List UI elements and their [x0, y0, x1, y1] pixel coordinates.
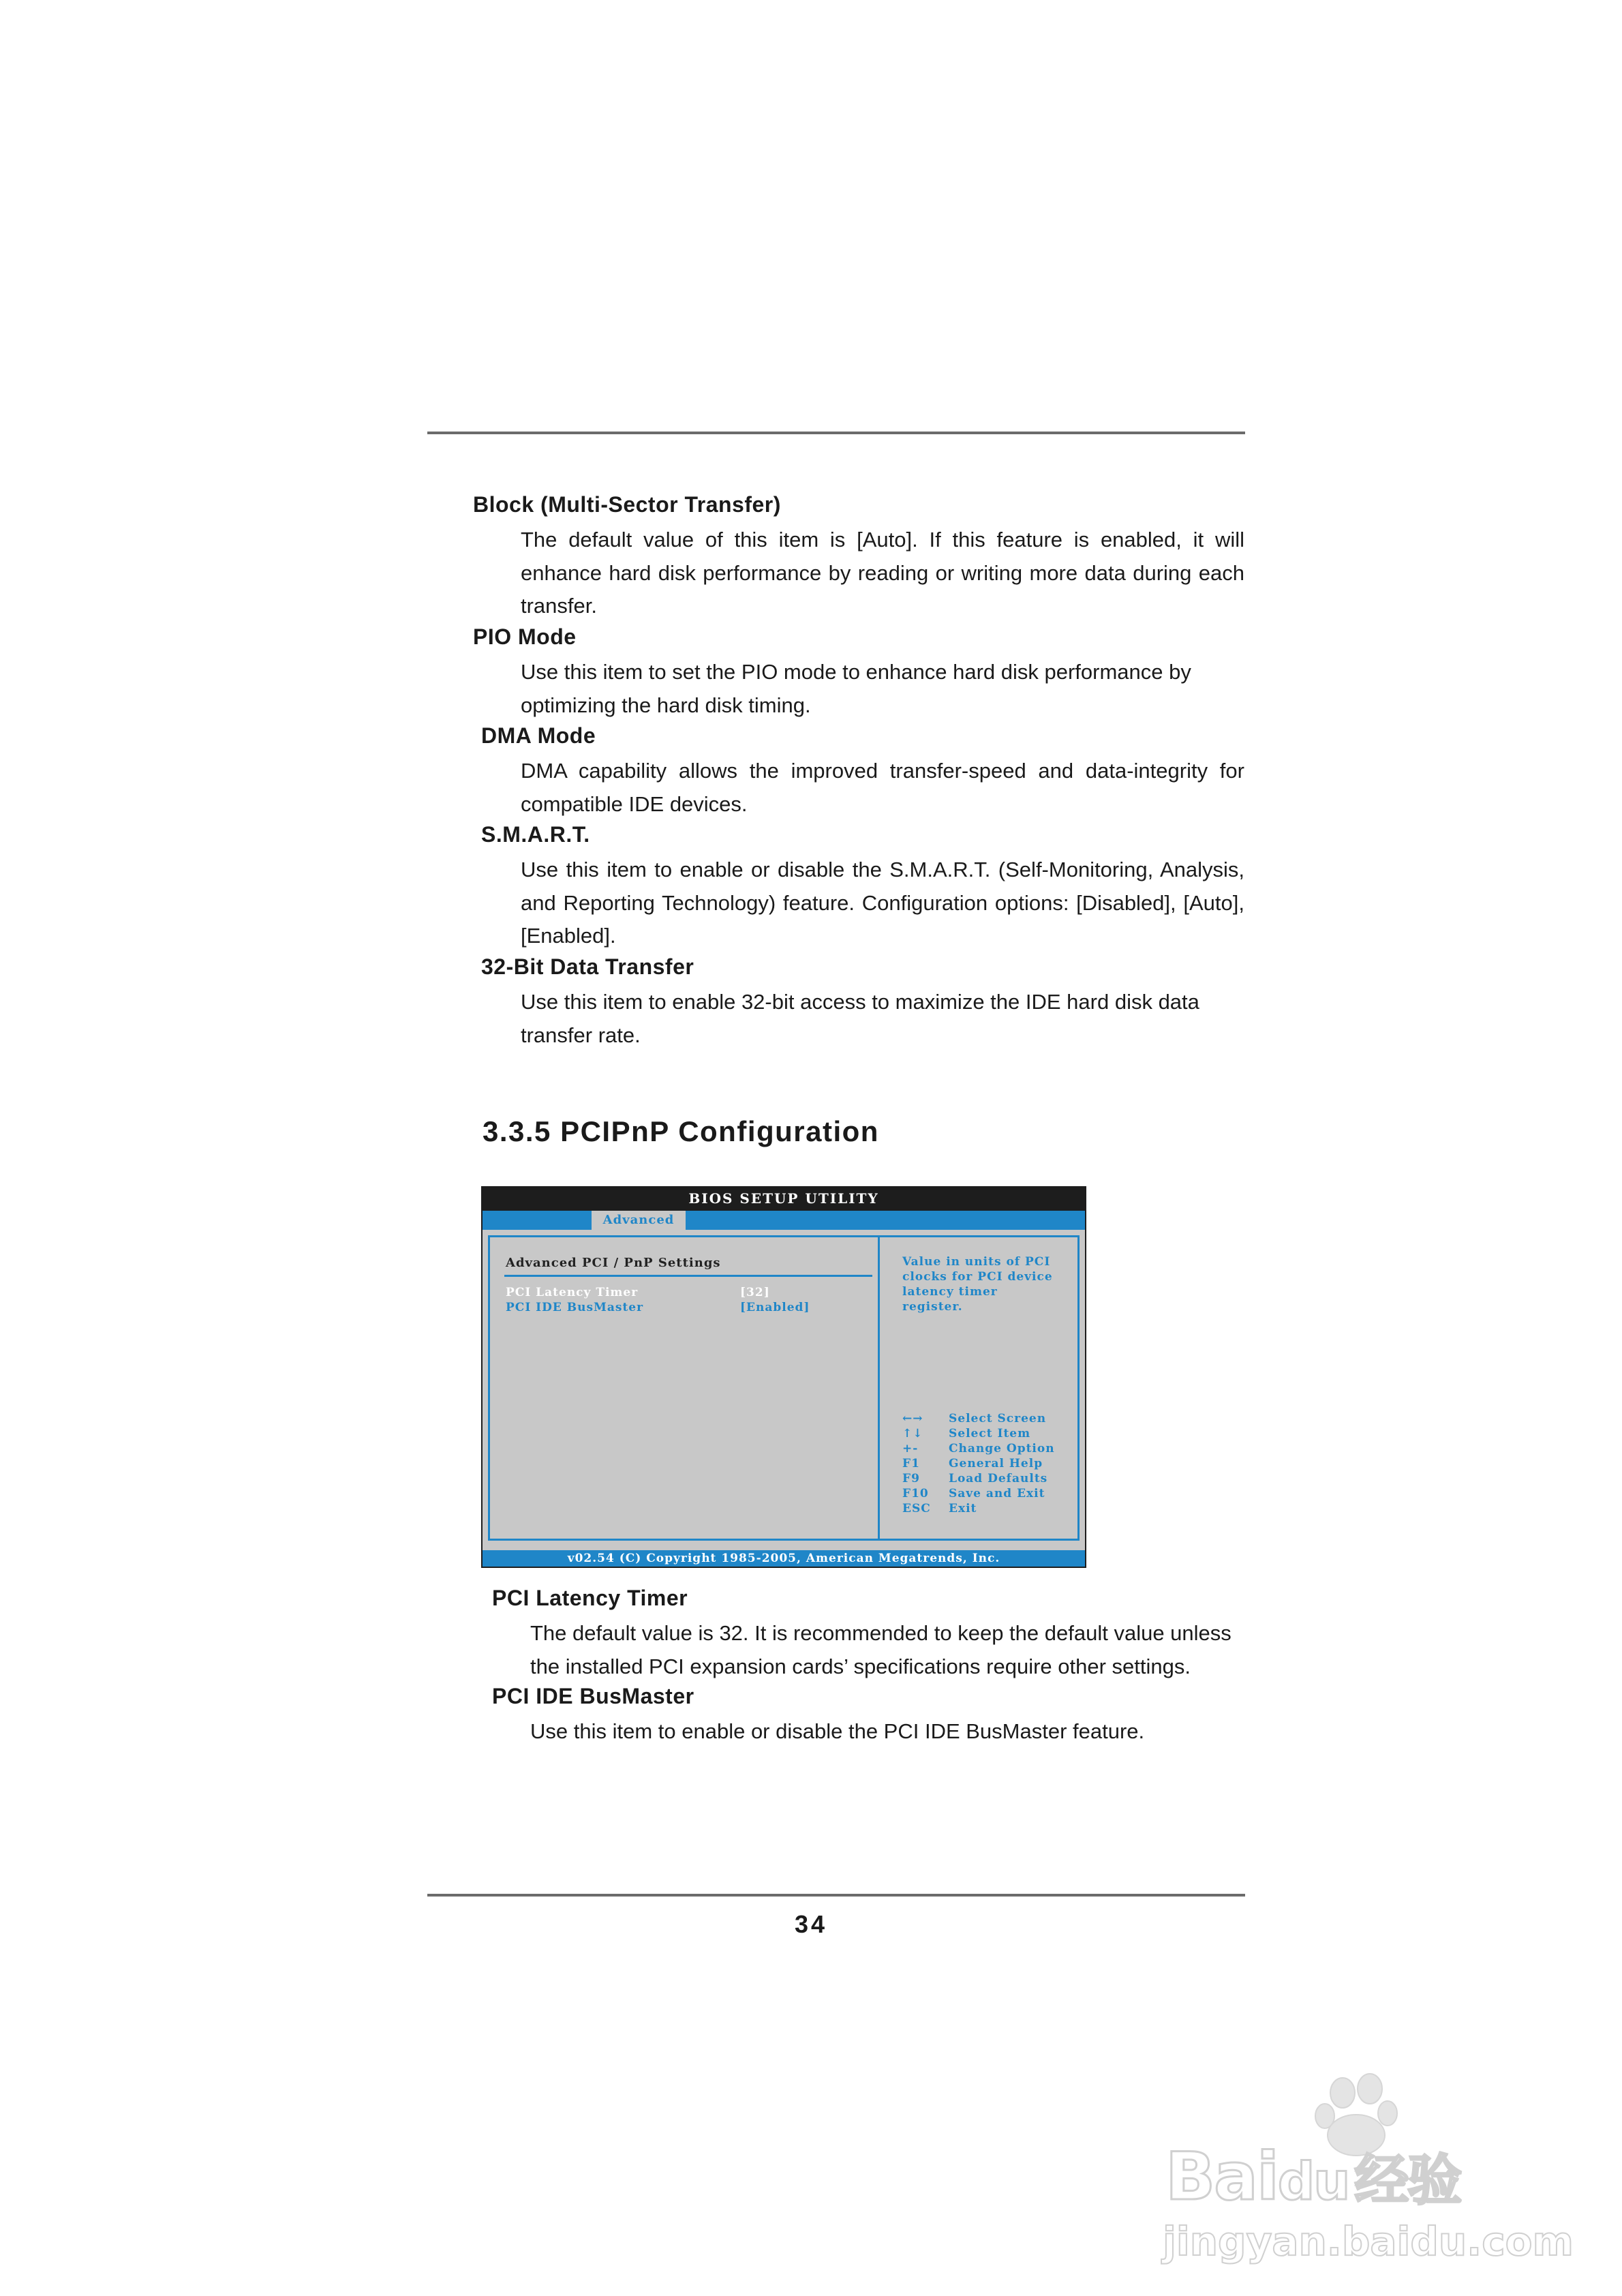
key-row [902, 1441, 1055, 1456]
para-pci-ide-busmaster: Use this item to enable or disable the PCI IDE BusMaster feature. [530, 1719, 1145, 1743]
bios-help-text [902, 1254, 1066, 1314]
bios-footer: v02.54 (C) Copyright 1985-2005, American Megatrends, Inc. [483, 1550, 1085, 1567]
key-row [902, 1426, 1055, 1441]
para-pci-latency-timer: The default value is 32. It is recommended to keep the default value unless the installed PCI expansion cards’ specifications require other settings. [530, 1621, 1231, 1678]
bios-item-value: [Enabled] [740, 1301, 810, 1314]
page-number: 34 [794, 1910, 828, 1938]
para-32bit-transfer: Use this item to enable 32-bit access to maximize the IDE hard disk data transfer rate. [521, 990, 1199, 1047]
key-action: Load Defaults [949, 1472, 1048, 1485]
bios-divider [878, 1235, 880, 1541]
bios-title-underline [504, 1275, 872, 1277]
help-line: clocks for PCI device [902, 1270, 1053, 1284]
help-line: Value in units of PCI [902, 1255, 1051, 1269]
key-action: Change Option [949, 1442, 1055, 1455]
key-f10: F10 [902, 1487, 929, 1500]
key-f1: F1 [902, 1457, 920, 1470]
bios-tab-advanced[interactable]: Advanced [592, 1211, 686, 1230]
bios-item-pci-ide-busmaster[interactable] [506, 1301, 810, 1314]
key-action: Select Screen [949, 1412, 1047, 1425]
bios-tab-bar [483, 1211, 1085, 1230]
key-row [902, 1456, 1055, 1471]
key-f9: F9 [902, 1472, 920, 1485]
heading-pci-latency-timer: PCI Latency Timer [492, 1586, 688, 1610]
baidu-watermark [1159, 2072, 1574, 2277]
bios-screenshot [481, 1186, 1086, 1568]
heading-pci-ide-busmaster: PCI IDE BusMaster [492, 1684, 694, 1708]
help-line: latency timer [902, 1285, 998, 1299]
para-smart: Use this item to enable or disable the S.M.A.R.T. (Self-Monitoring, Analysis, and Reporting Technology) feature. Configuration options: [Disabled], [Auto], [Enabled]. [521, 858, 1244, 948]
watermark-url: jingyan.baidu.com [1163, 2218, 1574, 2265]
bios-title: BIOS SETUP UTILITY [688, 1190, 879, 1207]
bios-item-label: PCI Latency Timer [506, 1286, 639, 1299]
para-pio-mode: Use this item to set the PIO mode to enhance hard disk performance by optimizing the hard disk timing. [521, 660, 1191, 717]
key-row [902, 1471, 1055, 1486]
key-plus-minus: +- [902, 1442, 919, 1455]
key-esc: ESC [902, 1502, 931, 1515]
top-rule [427, 432, 1245, 434]
bottom-rule [427, 1894, 1245, 1897]
bios-item-value: [32] [740, 1286, 770, 1299]
watermark-brand: Bai [1165, 2139, 1278, 2215]
key-action: Select Item [949, 1427, 1031, 1440]
bios-item-pci-latency-timer[interactable] [506, 1286, 770, 1299]
key-action: Exit [949, 1502, 977, 1515]
para-block-multi-sector: The default value of this item is [Auto]. If this feature is enabled, it will enhance hard disk performance by reading or writing more data during each transfer. [521, 528, 1244, 618]
section-title-pcipnp: 3.3.5 PCIPnP Configuration [483, 1115, 879, 1147]
heading-dma-mode: DMA Mode [481, 723, 596, 748]
key-arrows-lr: ←→ [902, 1412, 923, 1425]
key-arrows-ud: ↑↓ [902, 1427, 923, 1440]
heading-block-multi-sector: Block (Multi-Sector Transfer) [473, 492, 781, 517]
para-dma-mode: DMA capability allows the improved transfer-speed and data-integrity for compatible IDE devices. [521, 759, 1244, 816]
key-action: General Help [949, 1457, 1043, 1470]
bios-main-panel [483, 1230, 1085, 1550]
watermark-logo-text [1165, 2136, 1460, 2215]
key-row [902, 1411, 1055, 1426]
key-row [902, 1501, 1055, 1516]
bios-settings-title: Advanced PCI / PnP Settings [506, 1256, 721, 1270]
heading-pio-mode: PIO Mode [473, 624, 577, 649]
heading-smart: S.M.A.R.T. [481, 822, 590, 847]
key-action: Save and Exit [949, 1487, 1045, 1500]
help-line: register. [902, 1300, 963, 1314]
watermark-brand-tail: du [1277, 2151, 1349, 2211]
watermark-chinese: 经验 [1354, 2149, 1461, 2212]
heading-32bit-transfer: 32-Bit Data Transfer [481, 954, 694, 979]
bios-item-label: PCI IDE BusMaster [506, 1301, 644, 1314]
bios-key-legend [902, 1411, 1055, 1516]
key-row [902, 1486, 1055, 1501]
